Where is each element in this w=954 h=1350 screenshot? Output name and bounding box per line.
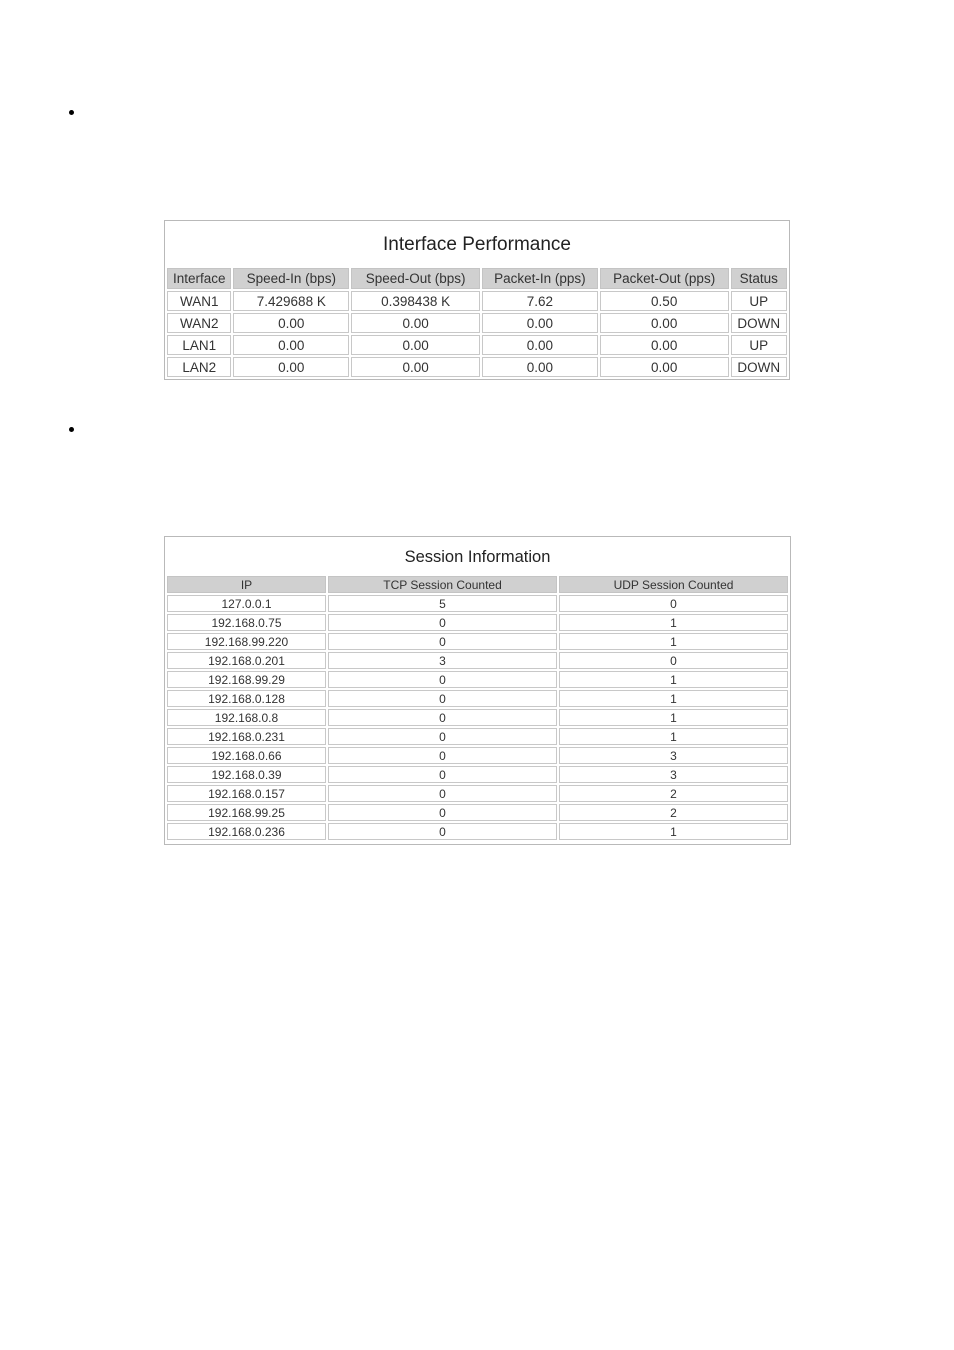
column-header-speed-in: Speed-In (bps) bbox=[233, 268, 349, 289]
udp-count-cell: 2 bbox=[559, 785, 788, 802]
packet-in-cell: 0.00 bbox=[482, 357, 598, 377]
table-row bbox=[167, 709, 788, 726]
table-row bbox=[167, 313, 787, 333]
status-cell: UP bbox=[731, 291, 787, 311]
session-information-table bbox=[165, 574, 790, 842]
interface-cell: LAN1 bbox=[167, 335, 231, 355]
tcp-count-cell: 0 bbox=[328, 766, 557, 783]
speed-in-cell: 7.429688 K bbox=[233, 291, 349, 311]
status-cell: UP bbox=[731, 335, 787, 355]
speed-out-cell: 0.398438 K bbox=[351, 291, 480, 311]
ip-cell: 192.168.99.29 bbox=[167, 671, 326, 688]
packet-out-cell: 0.00 bbox=[600, 313, 729, 333]
interface-performance-panel bbox=[164, 220, 790, 380]
udp-count-cell: 3 bbox=[559, 766, 788, 783]
udp-count-cell: 0 bbox=[559, 652, 788, 669]
table-row bbox=[167, 335, 787, 355]
ip-cell: 192.168.0.157 bbox=[167, 785, 326, 802]
table-row bbox=[167, 804, 788, 821]
table-header-row bbox=[167, 576, 788, 593]
udp-count-cell: 1 bbox=[559, 614, 788, 631]
table-row bbox=[167, 671, 788, 688]
ip-cell: 192.168.0.231 bbox=[167, 728, 326, 745]
table-row bbox=[167, 614, 788, 631]
ip-cell: 192.168.0.8 bbox=[167, 709, 326, 726]
packet-out-cell: 0.00 bbox=[600, 357, 729, 377]
status-cell: DOWN bbox=[731, 313, 787, 333]
column-header-status: Status bbox=[731, 268, 787, 289]
speed-out-cell: 0.00 bbox=[351, 357, 480, 377]
ip-cell: 127.0.0.1 bbox=[167, 595, 326, 612]
packet-in-cell: 7.62 bbox=[482, 291, 598, 311]
tcp-count-cell: 0 bbox=[328, 690, 557, 707]
interface-cell: LAN2 bbox=[167, 357, 231, 377]
speed-in-cell: 0.00 bbox=[233, 357, 349, 377]
udp-count-cell: 1 bbox=[559, 690, 788, 707]
udp-count-cell: 1 bbox=[559, 728, 788, 745]
table-header-row bbox=[167, 268, 787, 289]
ip-cell: 192.168.0.66 bbox=[167, 747, 326, 764]
udp-count-cell: 2 bbox=[559, 804, 788, 821]
table-row bbox=[167, 633, 788, 650]
bullet-point bbox=[69, 427, 74, 432]
interface-performance-table bbox=[165, 266, 789, 379]
session-information-title: Session Information bbox=[404, 548, 551, 566]
ip-cell: 192.168.0.236 bbox=[167, 823, 326, 840]
column-header-packet-out: Packet-Out (pps) bbox=[600, 268, 729, 289]
packet-in-cell: 0.00 bbox=[482, 335, 598, 355]
column-header-ip: IP bbox=[167, 576, 326, 593]
table-row bbox=[167, 690, 788, 707]
column-header-tcp-session: TCP Session Counted bbox=[328, 576, 557, 593]
status-cell: DOWN bbox=[731, 357, 787, 377]
speed-out-cell: 0.00 bbox=[351, 313, 480, 333]
interface-performance-title: Interface Performance bbox=[383, 234, 571, 255]
speed-in-cell: 0.00 bbox=[233, 335, 349, 355]
table-row bbox=[167, 728, 788, 745]
udp-count-cell: 1 bbox=[559, 671, 788, 688]
packet-in-cell: 0.00 bbox=[482, 313, 598, 333]
column-header-packet-in: Packet-In (pps) bbox=[482, 268, 598, 289]
table-row bbox=[167, 785, 788, 802]
ip-cell: 192.168.99.220 bbox=[167, 633, 326, 650]
ip-cell: 192.168.99.25 bbox=[167, 804, 326, 821]
interface-cell: WAN2 bbox=[167, 313, 231, 333]
packet-out-cell: 0.00 bbox=[600, 335, 729, 355]
tcp-count-cell: 0 bbox=[328, 785, 557, 802]
udp-count-cell: 3 bbox=[559, 747, 788, 764]
table-row bbox=[167, 766, 788, 783]
tcp-count-cell: 0 bbox=[328, 671, 557, 688]
tcp-count-cell: 0 bbox=[328, 633, 557, 650]
ip-cell: 192.168.0.128 bbox=[167, 690, 326, 707]
table-row bbox=[167, 595, 788, 612]
udp-count-cell: 1 bbox=[559, 823, 788, 840]
ip-cell: 192.168.0.75 bbox=[167, 614, 326, 631]
tcp-count-cell: 5 bbox=[328, 595, 557, 612]
ip-cell: 192.168.0.39 bbox=[167, 766, 326, 783]
table-row bbox=[167, 823, 788, 840]
tcp-count-cell: 0 bbox=[328, 709, 557, 726]
tcp-count-cell: 0 bbox=[328, 747, 557, 764]
tcp-count-cell: 0 bbox=[328, 804, 557, 821]
tcp-count-cell: 0 bbox=[328, 728, 557, 745]
column-header-speed-out: Speed-Out (bps) bbox=[351, 268, 480, 289]
udp-count-cell: 1 bbox=[559, 633, 788, 650]
packet-out-cell: 0.50 bbox=[600, 291, 729, 311]
session-information-panel bbox=[164, 536, 791, 845]
tcp-count-cell: 0 bbox=[328, 823, 557, 840]
tcp-count-cell: 0 bbox=[328, 614, 557, 631]
column-header-interface: Interface bbox=[167, 268, 231, 289]
table-row bbox=[167, 652, 788, 669]
udp-count-cell: 0 bbox=[559, 595, 788, 612]
table-row bbox=[167, 291, 787, 311]
column-header-udp-session: UDP Session Counted bbox=[559, 576, 788, 593]
ip-cell: 192.168.0.201 bbox=[167, 652, 326, 669]
tcp-count-cell: 3 bbox=[328, 652, 557, 669]
udp-count-cell: 1 bbox=[559, 709, 788, 726]
interface-cell: WAN1 bbox=[167, 291, 231, 311]
speed-in-cell: 0.00 bbox=[233, 313, 349, 333]
table-row bbox=[167, 747, 788, 764]
speed-out-cell: 0.00 bbox=[351, 335, 480, 355]
table-row bbox=[167, 357, 787, 377]
bullet-point bbox=[69, 110, 74, 115]
